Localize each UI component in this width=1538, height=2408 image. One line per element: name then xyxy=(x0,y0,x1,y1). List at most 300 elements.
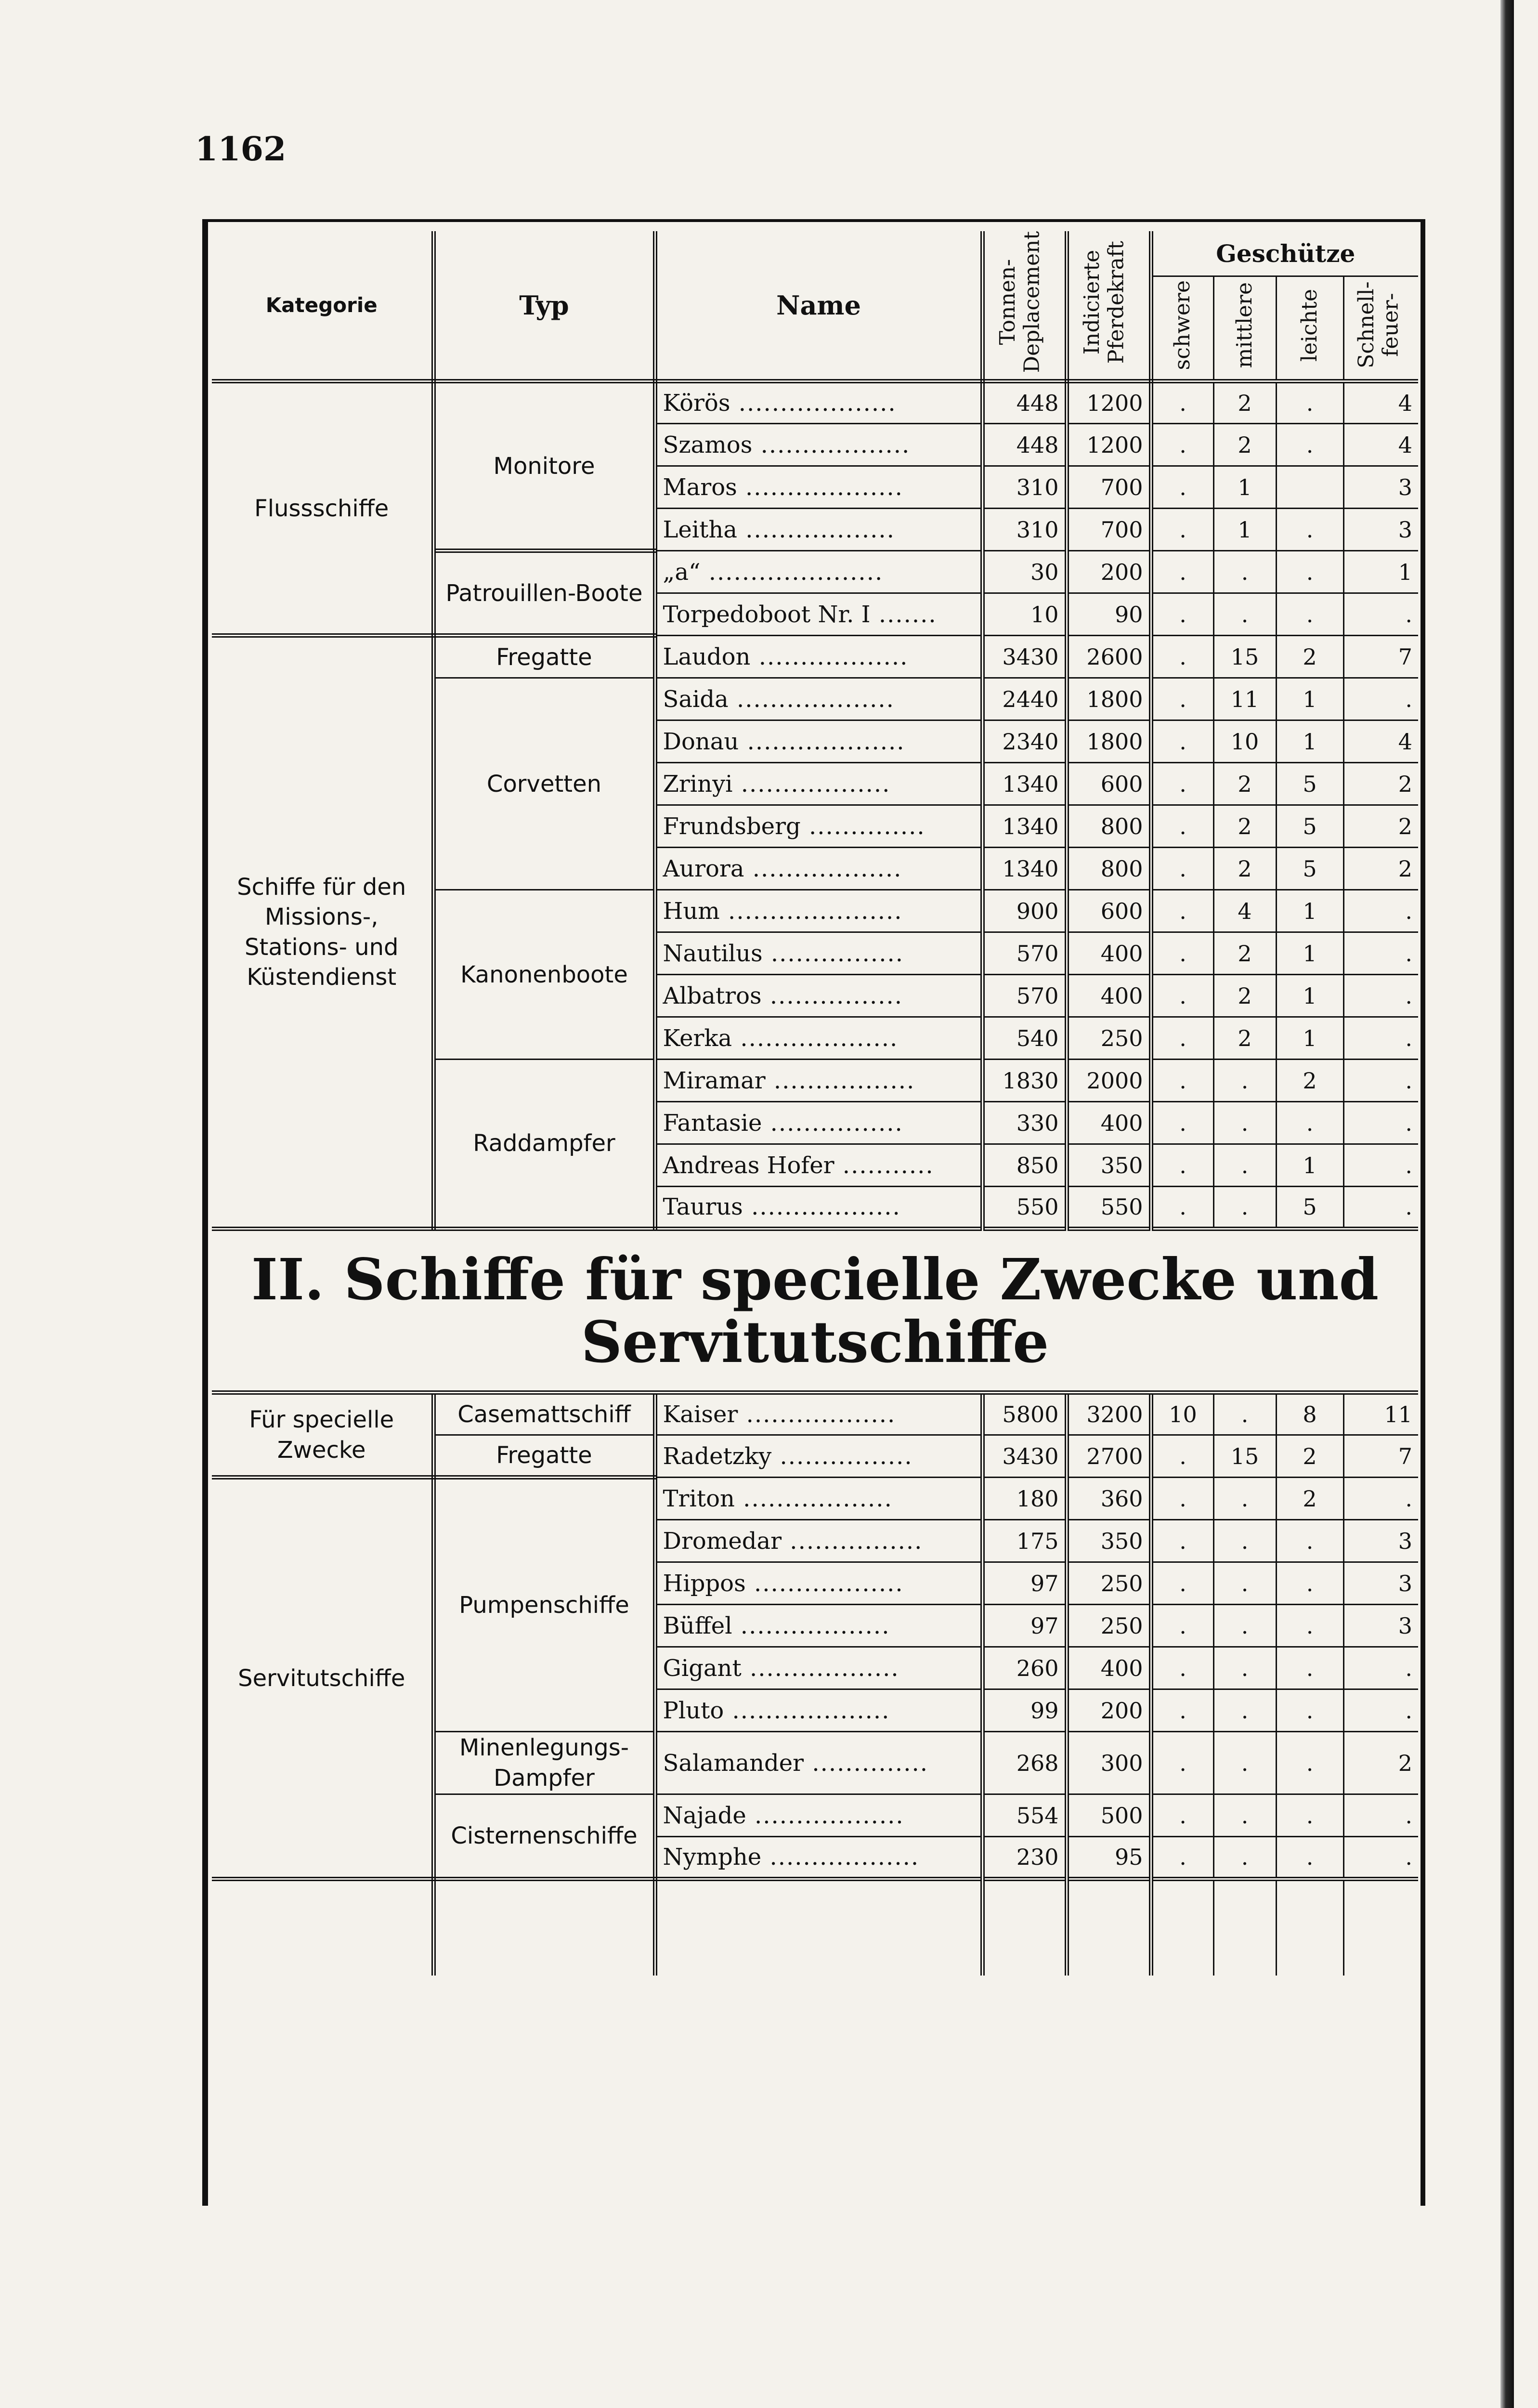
ship-name xyxy=(655,551,982,593)
leichte-cell: 1 xyxy=(1276,720,1343,763)
tonnen-cell: 97 xyxy=(982,1605,1067,1647)
ship-name-text: Albatros xyxy=(663,982,762,1009)
schwere-cell: . xyxy=(1151,678,1213,720)
schnellfeuer-cell: 3 xyxy=(1343,1605,1418,1647)
leader-dots: ................ xyxy=(771,1442,913,1470)
pferdekraft-cell: 500 xyxy=(1067,1794,1151,1837)
header-schnellfeuer-text: Schnell-feuer- xyxy=(1354,282,1403,369)
mittlere-cell: . xyxy=(1213,1794,1276,1837)
schnellfeuer-cell: . xyxy=(1343,1837,1418,1879)
ship-name-text: Maros xyxy=(663,473,737,501)
mittlere-cell: 15 xyxy=(1213,636,1276,678)
schnellfeuer-cell: . xyxy=(1343,1689,1418,1732)
pferdekraft-cell: 2700 xyxy=(1067,1435,1151,1478)
ship-name xyxy=(655,381,982,424)
leader-dots: .................. xyxy=(737,516,895,543)
leichte-cell: 5 xyxy=(1276,763,1343,805)
ship-name xyxy=(655,1689,982,1732)
leichte-cell: 2 xyxy=(1276,1435,1343,1478)
tonnen-cell: 448 xyxy=(982,381,1067,424)
leader-dots: .................. xyxy=(744,855,902,882)
tonnen-cell: 310 xyxy=(982,509,1067,551)
tonnen-cell: 268 xyxy=(982,1732,1067,1794)
pferdekraft-cell: 95 xyxy=(1067,1837,1151,1879)
schnellfeuer-cell: 2 xyxy=(1343,805,1418,848)
ship-name xyxy=(655,1102,982,1144)
schwere-cell: . xyxy=(1151,1562,1213,1605)
schwere-cell: . xyxy=(1151,720,1213,763)
ship-name xyxy=(655,1520,982,1562)
header-tonnen-text: Tonnen-Deplacement xyxy=(995,231,1044,373)
ship-name xyxy=(655,424,982,466)
schnellfeuer-cell: . xyxy=(1343,1102,1418,1144)
leichte-cell: . xyxy=(1276,1837,1343,1879)
pferdekraft-cell: 350 xyxy=(1067,1144,1151,1187)
leader-dots: ................ xyxy=(762,940,904,967)
schwere-cell: . xyxy=(1151,1478,1213,1520)
tonnen-cell: 570 xyxy=(982,975,1067,1017)
group-flussschiffe: Flussschiffe xyxy=(212,381,433,636)
schwere-cell: . xyxy=(1151,381,1213,424)
ship-name-text: Triton xyxy=(663,1485,735,1512)
ship-name xyxy=(655,932,982,975)
header-leichte-text: leichte xyxy=(1297,288,1322,362)
mittlere-cell: . xyxy=(1213,1689,1276,1732)
schwere-cell: . xyxy=(1151,1017,1213,1060)
ship-name xyxy=(655,720,982,763)
tonnen-cell: 900 xyxy=(982,890,1067,932)
schwere-cell: . xyxy=(1151,1794,1213,1837)
leichte-cell: . xyxy=(1276,1647,1343,1689)
mittlere-cell: . xyxy=(1213,1060,1276,1102)
leader-dots: .................. xyxy=(741,1654,899,1682)
ship-name xyxy=(655,1605,982,1647)
leader-dots: ........... xyxy=(834,1152,934,1179)
ship-name-text: Miramar xyxy=(663,1067,766,1094)
mittlere-cell: 2 xyxy=(1213,1017,1276,1060)
schnellfeuer-cell: . xyxy=(1343,1478,1418,1520)
mittlere-cell: 11 xyxy=(1213,678,1276,720)
header-mittlere xyxy=(1213,276,1276,381)
mittlere-cell: 10 xyxy=(1213,720,1276,763)
header-leichte xyxy=(1276,276,1343,381)
pferdekraft-cell: 400 xyxy=(1067,1102,1151,1144)
schnellfeuer-cell: 2 xyxy=(1343,1732,1418,1794)
leader-dots: ................ xyxy=(761,982,903,1009)
header-schnellfeuer xyxy=(1343,276,1418,381)
leader-dots: .................. xyxy=(734,1485,893,1512)
schwere-cell: . xyxy=(1151,1187,1213,1229)
mittlere-cell: 1 xyxy=(1213,509,1276,551)
ship-name xyxy=(655,593,982,636)
ship-name xyxy=(655,1794,982,1837)
group-missions-stations-kuestendienst: Schiffe für den Missions-, Stations- und Küstendienst xyxy=(212,636,433,1229)
mittlere-cell: 4 xyxy=(1213,890,1276,932)
leader-dots: ....... xyxy=(870,601,937,628)
leichte-cell: . xyxy=(1276,1520,1343,1562)
leichte-cell: 1 xyxy=(1276,975,1343,1017)
ship-name-text: Andreas Hofer xyxy=(663,1152,834,1179)
ship-name xyxy=(655,636,982,678)
ship-name xyxy=(655,1060,982,1102)
ship-name-text: Kerka xyxy=(663,1024,732,1052)
mittlere-cell: . xyxy=(1213,1102,1276,1144)
ship-name-text: Dromedar xyxy=(663,1527,782,1555)
ship-name xyxy=(655,805,982,848)
schwere-cell: . xyxy=(1151,890,1213,932)
ship-table xyxy=(212,231,1418,1976)
type-fregatte: Fregatte xyxy=(433,636,655,678)
schnellfeuer-cell: 3 xyxy=(1343,466,1418,509)
mittlere-cell: . xyxy=(1213,1647,1276,1689)
type-corvetten: Corvetten xyxy=(433,678,655,890)
schwere-cell: . xyxy=(1151,975,1213,1017)
pferdekraft-cell: 300 xyxy=(1067,1732,1151,1794)
section-1-body xyxy=(212,381,1418,1229)
ship-name-text: Najade xyxy=(663,1802,746,1829)
schnellfeuer-cell: . xyxy=(1343,1794,1418,1837)
pferdekraft-cell: 550 xyxy=(1067,1187,1151,1229)
ship-name xyxy=(655,1017,982,1060)
page-edge-shadow xyxy=(1500,0,1514,2408)
leader-dots: .................. xyxy=(750,643,909,670)
ship-name xyxy=(655,848,982,890)
leichte-cell: 2 xyxy=(1276,1060,1343,1102)
tonnen-cell: 2340 xyxy=(982,720,1067,763)
schwere-cell: . xyxy=(1151,1837,1213,1879)
leader-dots: ..................... xyxy=(700,558,884,586)
ship-name xyxy=(655,763,982,805)
ship-name-text: Kaiser xyxy=(663,1401,738,1428)
mittlere-cell: 2 xyxy=(1213,932,1276,975)
mittlere-cell: . xyxy=(1213,1520,1276,1562)
schwere-cell: . xyxy=(1151,509,1213,551)
ship-name xyxy=(655,975,982,1017)
tonnen-cell: 260 xyxy=(982,1647,1067,1689)
mittlere-cell: . xyxy=(1213,1562,1276,1605)
ship-name xyxy=(655,1837,982,1879)
leader-dots: .................. xyxy=(738,1401,896,1428)
ship-name-text: Taurus xyxy=(663,1193,743,1221)
pferdekraft-cell: 1800 xyxy=(1067,678,1151,720)
tonnen-cell: 1340 xyxy=(982,763,1067,805)
schwere-cell: . xyxy=(1151,1144,1213,1187)
schwere-cell: . xyxy=(1151,1520,1213,1562)
header-mittlere-text: mittlere xyxy=(1232,282,1257,368)
mittlere-cell: . xyxy=(1213,1732,1276,1794)
pferdekraft-cell: 350 xyxy=(1067,1520,1151,1562)
type-pumpenschiffe: Pumpenschiffe xyxy=(433,1478,655,1732)
leader-dots: ................ xyxy=(782,1527,923,1555)
leichte-cell: . xyxy=(1276,1102,1343,1144)
table-tail-row xyxy=(212,1879,1418,1976)
header-typ: Typ xyxy=(433,231,655,381)
tonnen-cell: 554 xyxy=(982,1794,1067,1837)
type-raddampfer: Raddampfer xyxy=(433,1060,655,1229)
ship-name-text: Hum xyxy=(663,897,720,925)
leader-dots: .................. xyxy=(732,770,891,798)
leader-dots: .................. xyxy=(761,1844,920,1871)
ship-name-text: Szamos xyxy=(663,431,753,458)
schwere-cell: . xyxy=(1151,1605,1213,1647)
ship-name-text: Gigant xyxy=(663,1654,742,1682)
tonnen-cell: 99 xyxy=(982,1689,1067,1732)
ship-name-text: Aurora xyxy=(663,855,744,882)
ship-name-text: Salamander xyxy=(663,1749,804,1777)
leichte-cell: 5 xyxy=(1276,848,1343,890)
mittlere-cell: . xyxy=(1213,1605,1276,1647)
leichte-cell xyxy=(1276,466,1343,509)
leader-dots: .................. xyxy=(746,1802,904,1829)
group-specielle-zwecke: Für specielle Zwecke xyxy=(212,1393,433,1478)
schwere-cell: . xyxy=(1151,1435,1213,1478)
header-pferdekraft xyxy=(1067,231,1151,381)
mittlere-cell: 2 xyxy=(1213,975,1276,1017)
leader-dots: .................. xyxy=(745,1570,904,1597)
ship-name xyxy=(655,1187,982,1229)
leader-dots: ................... xyxy=(732,1024,899,1052)
leader-dots: ................... xyxy=(737,473,903,501)
tonnen-cell: 175 xyxy=(982,1520,1067,1562)
schnellfeuer-cell: . xyxy=(1343,1017,1418,1060)
leichte-cell: . xyxy=(1276,381,1343,424)
mittlere-cell: . xyxy=(1213,593,1276,636)
ship-name xyxy=(655,1478,982,1520)
mittlere-cell: 15 xyxy=(1213,1435,1276,1478)
schwere-cell: . xyxy=(1151,636,1213,678)
ship-name-text: „a“ xyxy=(663,558,701,586)
leader-dots: ................ xyxy=(762,1109,903,1137)
page-number: 1162 xyxy=(195,130,287,169)
type-fregatte-2: Fregatte xyxy=(433,1435,655,1478)
schnellfeuer-cell: 2 xyxy=(1343,848,1418,890)
schwere-cell: . xyxy=(1151,424,1213,466)
pferdekraft-cell: 3200 xyxy=(1067,1393,1151,1435)
pferdekraft-cell: 400 xyxy=(1067,1647,1151,1689)
schwere-cell: . xyxy=(1151,932,1213,975)
schnellfeuer-cell: 7 xyxy=(1343,636,1418,678)
leichte-cell: 8 xyxy=(1276,1393,1343,1435)
tonnen-cell: 30 xyxy=(982,551,1067,593)
ship-name-text: Fantasie xyxy=(663,1109,762,1137)
tonnen-cell: 850 xyxy=(982,1144,1067,1187)
tonnen-cell: 3430 xyxy=(982,1435,1067,1478)
tonnen-cell: 540 xyxy=(982,1017,1067,1060)
header-name: Name xyxy=(655,231,982,381)
mittlere-cell: . xyxy=(1213,1393,1276,1435)
schwere-cell: . xyxy=(1151,1689,1213,1732)
schnellfeuer-cell: . xyxy=(1343,1647,1418,1689)
ship-name-text: Leitha xyxy=(663,516,737,543)
header-pferdekraft-text: Indicierte Pferdekraft xyxy=(1079,240,1129,364)
pferdekraft-cell: 2000 xyxy=(1067,1060,1151,1102)
leader-dots: ................... xyxy=(724,1697,890,1724)
mittlere-cell: . xyxy=(1213,1187,1276,1229)
type-kanonenboote: Kanonenboote xyxy=(433,890,655,1060)
leichte-cell: 2 xyxy=(1276,1478,1343,1520)
ship-name xyxy=(655,890,982,932)
leichte-cell: 1 xyxy=(1276,1017,1343,1060)
ship-name-text: Donau xyxy=(663,728,739,755)
leader-dots: .................. xyxy=(732,1612,890,1639)
ship-name xyxy=(655,1562,982,1605)
leichte-cell: 1 xyxy=(1276,890,1343,932)
leichte-cell: 2 xyxy=(1276,636,1343,678)
ship-name xyxy=(655,1732,982,1794)
ship-name xyxy=(655,1435,982,1478)
ship-name xyxy=(655,509,982,551)
pferdekraft-cell: 1800 xyxy=(1067,720,1151,763)
header-geschuetze: Geschütze xyxy=(1151,231,1418,276)
ship-name xyxy=(655,1647,982,1689)
leichte-cell: . xyxy=(1276,1794,1343,1837)
type-monitore: Monitore xyxy=(433,381,655,551)
leichte-cell: . xyxy=(1276,1732,1343,1794)
pferdekraft-cell: 200 xyxy=(1067,1689,1151,1732)
schnellfeuer-cell: 4 xyxy=(1343,720,1418,763)
tonnen-cell: 310 xyxy=(982,466,1067,509)
ship-name-text: Laudon xyxy=(663,643,751,670)
ship-row xyxy=(212,381,1418,424)
ship-name xyxy=(655,678,982,720)
leichte-cell: . xyxy=(1276,1562,1343,1605)
type-minenlegungs-dampfer: Minenlegungs-Dampfer xyxy=(433,1732,655,1794)
ship-row xyxy=(212,1393,1418,1435)
pferdekraft-cell: 1200 xyxy=(1067,381,1151,424)
mittlere-cell: 2 xyxy=(1213,805,1276,848)
pferdekraft-cell: 700 xyxy=(1067,466,1151,509)
ship-name-text: Radetzky xyxy=(663,1442,772,1470)
leichte-cell: . xyxy=(1276,593,1343,636)
pferdekraft-cell: 800 xyxy=(1067,848,1151,890)
schwere-cell: . xyxy=(1151,848,1213,890)
schwere-cell: . xyxy=(1151,593,1213,636)
section-2-body xyxy=(212,1393,1418,1976)
leader-dots: .................. xyxy=(743,1193,901,1221)
tonnen-cell: 5800 xyxy=(982,1393,1067,1435)
type-cisternenschiffe: Cisternenschiffe xyxy=(433,1794,655,1879)
tonnen-cell: 570 xyxy=(982,932,1067,975)
tonnen-cell: 448 xyxy=(982,424,1067,466)
leader-dots: .............. xyxy=(804,1749,928,1777)
ship-name-text: Frundsberg xyxy=(663,812,801,840)
mittlere-cell: 2 xyxy=(1213,848,1276,890)
ship-name-text: Hippos xyxy=(663,1570,746,1597)
ship-name-text: Nymphe xyxy=(663,1844,762,1871)
schwere-cell: 10 xyxy=(1151,1393,1213,1435)
leichte-cell: 5 xyxy=(1276,1187,1343,1229)
schnellfeuer-cell: . xyxy=(1343,975,1418,1017)
ship-name xyxy=(655,466,982,509)
ship-name-text: Pluto xyxy=(663,1697,724,1724)
pferdekraft-cell: 2600 xyxy=(1067,636,1151,678)
ship-name-text: Torpedoboot Nr. I xyxy=(663,601,871,628)
pferdekraft-cell: 700 xyxy=(1067,509,1151,551)
mittlere-cell: 1 xyxy=(1213,466,1276,509)
schnellfeuer-cell: . xyxy=(1343,1144,1418,1187)
tonnen-cell: 3430 xyxy=(982,636,1067,678)
mittlere-cell: 2 xyxy=(1213,763,1276,805)
leichte-cell: . xyxy=(1276,1605,1343,1647)
section-2-heading-body xyxy=(212,1229,1418,1393)
mittlere-cell: . xyxy=(1213,1144,1276,1187)
group-servitutschiffe: Servitutschiffe xyxy=(212,1478,433,1879)
schnellfeuer-cell: . xyxy=(1343,678,1418,720)
schnellfeuer-cell: 11 xyxy=(1343,1393,1418,1435)
schnellfeuer-cell: . xyxy=(1343,932,1418,975)
leichte-cell: . xyxy=(1276,1689,1343,1732)
schnellfeuer-cell: . xyxy=(1343,890,1418,932)
mittlere-cell: . xyxy=(1213,1478,1276,1520)
leader-dots: ................... xyxy=(728,685,895,713)
pferdekraft-cell: 90 xyxy=(1067,593,1151,636)
schwere-cell: . xyxy=(1151,466,1213,509)
tonnen-cell: 180 xyxy=(982,1478,1067,1520)
section-2-title: II. Schiffe für specielle Zwecke und Servitutschiffe xyxy=(212,1229,1418,1393)
mittlere-cell: . xyxy=(1213,1837,1276,1879)
schnellfeuer-cell: 3 xyxy=(1343,1562,1418,1605)
tonnen-cell: 230 xyxy=(982,1837,1067,1879)
schwere-cell: . xyxy=(1151,551,1213,593)
leader-dots: ................... xyxy=(730,390,897,417)
leichte-cell: . xyxy=(1276,424,1343,466)
leichte-cell: 1 xyxy=(1276,678,1343,720)
schnellfeuer-cell: 3 xyxy=(1343,509,1418,551)
ship-name xyxy=(655,1144,982,1187)
tonnen-cell: 550 xyxy=(982,1187,1067,1229)
pferdekraft-cell: 250 xyxy=(1067,1562,1151,1605)
ship-row xyxy=(212,1478,1418,1520)
header-kategorie: Kategorie xyxy=(212,231,433,381)
ship-name-text: Körös xyxy=(663,390,730,417)
leader-dots: .............. xyxy=(800,812,925,840)
ship-name-text: Zrinyi xyxy=(663,770,733,798)
schnellfeuer-cell: 4 xyxy=(1343,424,1418,466)
tonnen-cell: 1340 xyxy=(982,805,1067,848)
pferdekraft-cell: 360 xyxy=(1067,1478,1151,1520)
ship-name xyxy=(655,1393,982,1435)
ship-name-text: Saida xyxy=(663,685,729,713)
tonnen-cell: 1340 xyxy=(982,848,1067,890)
header-tonnen xyxy=(982,231,1067,381)
type-patrouillen-boote: Patrouillen-Boote xyxy=(433,551,655,636)
pferdekraft-cell: 400 xyxy=(1067,932,1151,975)
schnellfeuer-cell: 3 xyxy=(1343,1520,1418,1562)
header-row xyxy=(212,231,1418,276)
tonnen-cell: 2440 xyxy=(982,678,1067,720)
schwere-cell: . xyxy=(1151,1732,1213,1794)
leichte-cell: 5 xyxy=(1276,805,1343,848)
mittlere-cell: 2 xyxy=(1213,381,1276,424)
schnellfeuer-cell: 1 xyxy=(1343,551,1418,593)
pferdekraft-cell: 250 xyxy=(1067,1605,1151,1647)
leichte-cell: . xyxy=(1276,551,1343,593)
pferdekraft-cell: 250 xyxy=(1067,1017,1151,1060)
type-casemattschiff: Casemattschiff xyxy=(433,1393,655,1435)
leichte-cell: 1 xyxy=(1276,1144,1343,1187)
pferdekraft-cell: 800 xyxy=(1067,805,1151,848)
leichte-cell: . xyxy=(1276,509,1343,551)
leader-dots: ................. xyxy=(765,1067,915,1094)
leader-dots: ..................... xyxy=(719,897,903,925)
schwere-cell: . xyxy=(1151,805,1213,848)
header-schwere-text: schwere xyxy=(1170,280,1195,370)
ship-name-text: Büffel xyxy=(663,1612,732,1639)
leichte-cell: 1 xyxy=(1276,932,1343,975)
schnellfeuer-cell: 2 xyxy=(1343,763,1418,805)
schnellfeuer-cell: 4 xyxy=(1343,381,1418,424)
tonnen-cell: 10 xyxy=(982,593,1067,636)
